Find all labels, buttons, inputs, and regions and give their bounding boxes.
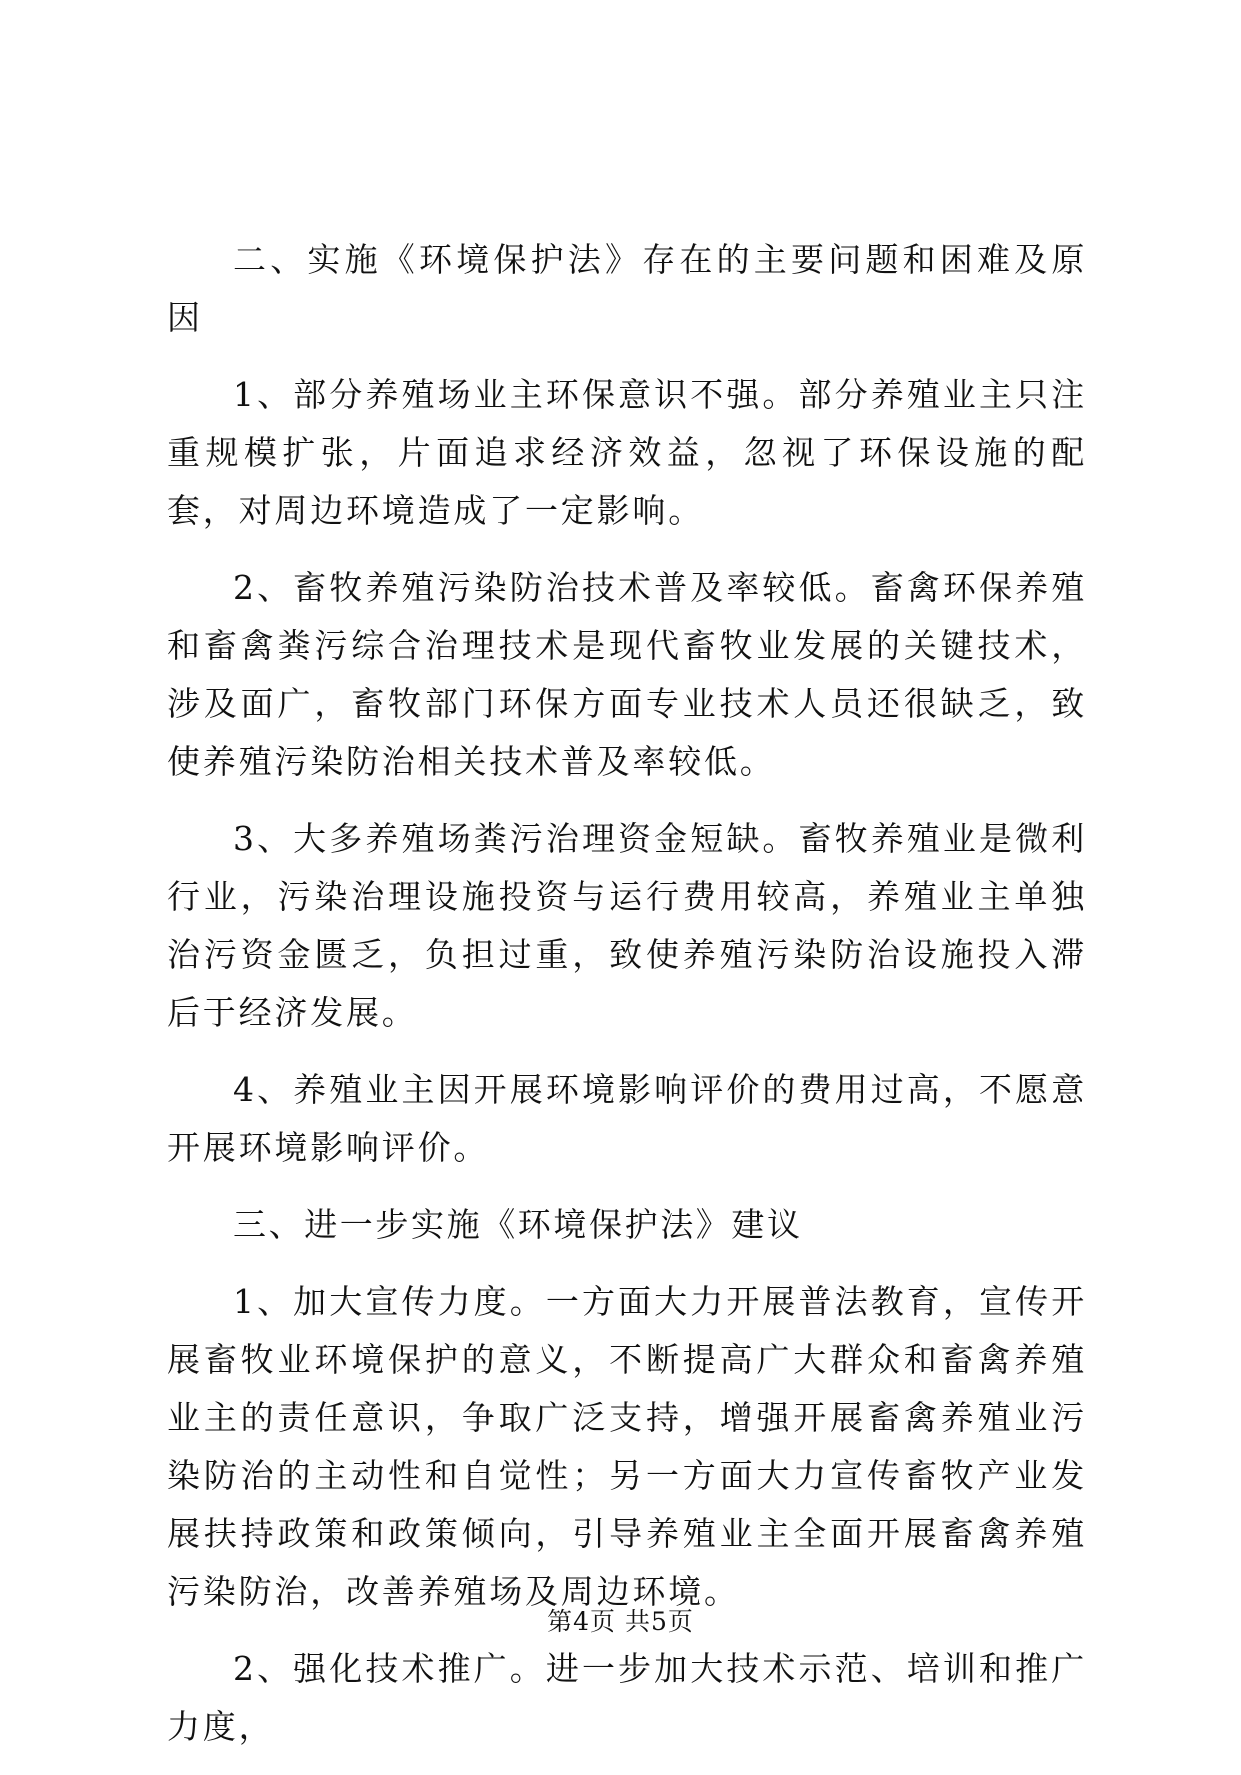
paragraph-problem-4: 4、养殖业主因开展环境影响评价的费用过高，不愿意开展环境影响评价。 [167,1070,1087,1167]
section-heading-problems: 二、实施《环境保护法》存在的主要问题和困难及原因 [167,240,1087,337]
paragraph-suggestion-1: 1、加大宣传力度。一方面大力开展普法教育，宣传开展畜牧业环境保护的意义，不断提高广大群众和畜禽养殖业主的责任意识，争取广泛支持，增强开展畜禽养殖业污染防治的主动性和自觉性；另一方面大力宣传畜牧产业发展扶持政策和政策倾向，引导养殖业主全面开展畜禽养殖污染防治，改善养殖场及周边环境。 [167,1282,1087,1611]
document-body [167,231,1087,1775]
section-heading-suggestions: 三、进一步实施《环境保护法》建议 [233,1205,803,1244]
paragraph-problem-2: 2、畜牧养殖污染防治技术普及率较低。畜禽环保养殖和畜禽粪污综合治理技术是现代畜牧业发展的关键技术，涉及面广，畜牧部门环保方面专业技术人员还很缺乏，致使养殖污染防治相关技术普及率较低。 [167,568,1087,781]
paragraph-problem-3: 3、大多养殖场粪污治理资金短缺。畜牧养殖业是微利行业，污染治理设施投资与运行费用较高，养殖业主单独治污资金匮乏，负担过重，致使养殖污染防治设施投入滞后于经济发展。 [167,819,1087,1032]
paragraph-suggestion-2: 2、强化技术推广。进一步加大技术示范、培训和推广力度， [167,1649,1087,1746]
paragraph-problem-1: 1、部分养殖场业主环保意识不强。部分养殖业主只注重规模扩张，片面追求经济效益，忽视了环保设施的配套，对周边环境造成了一定影响。 [167,375,1087,530]
page-number-footer: 第4页 共5页 [547,1607,694,1636]
